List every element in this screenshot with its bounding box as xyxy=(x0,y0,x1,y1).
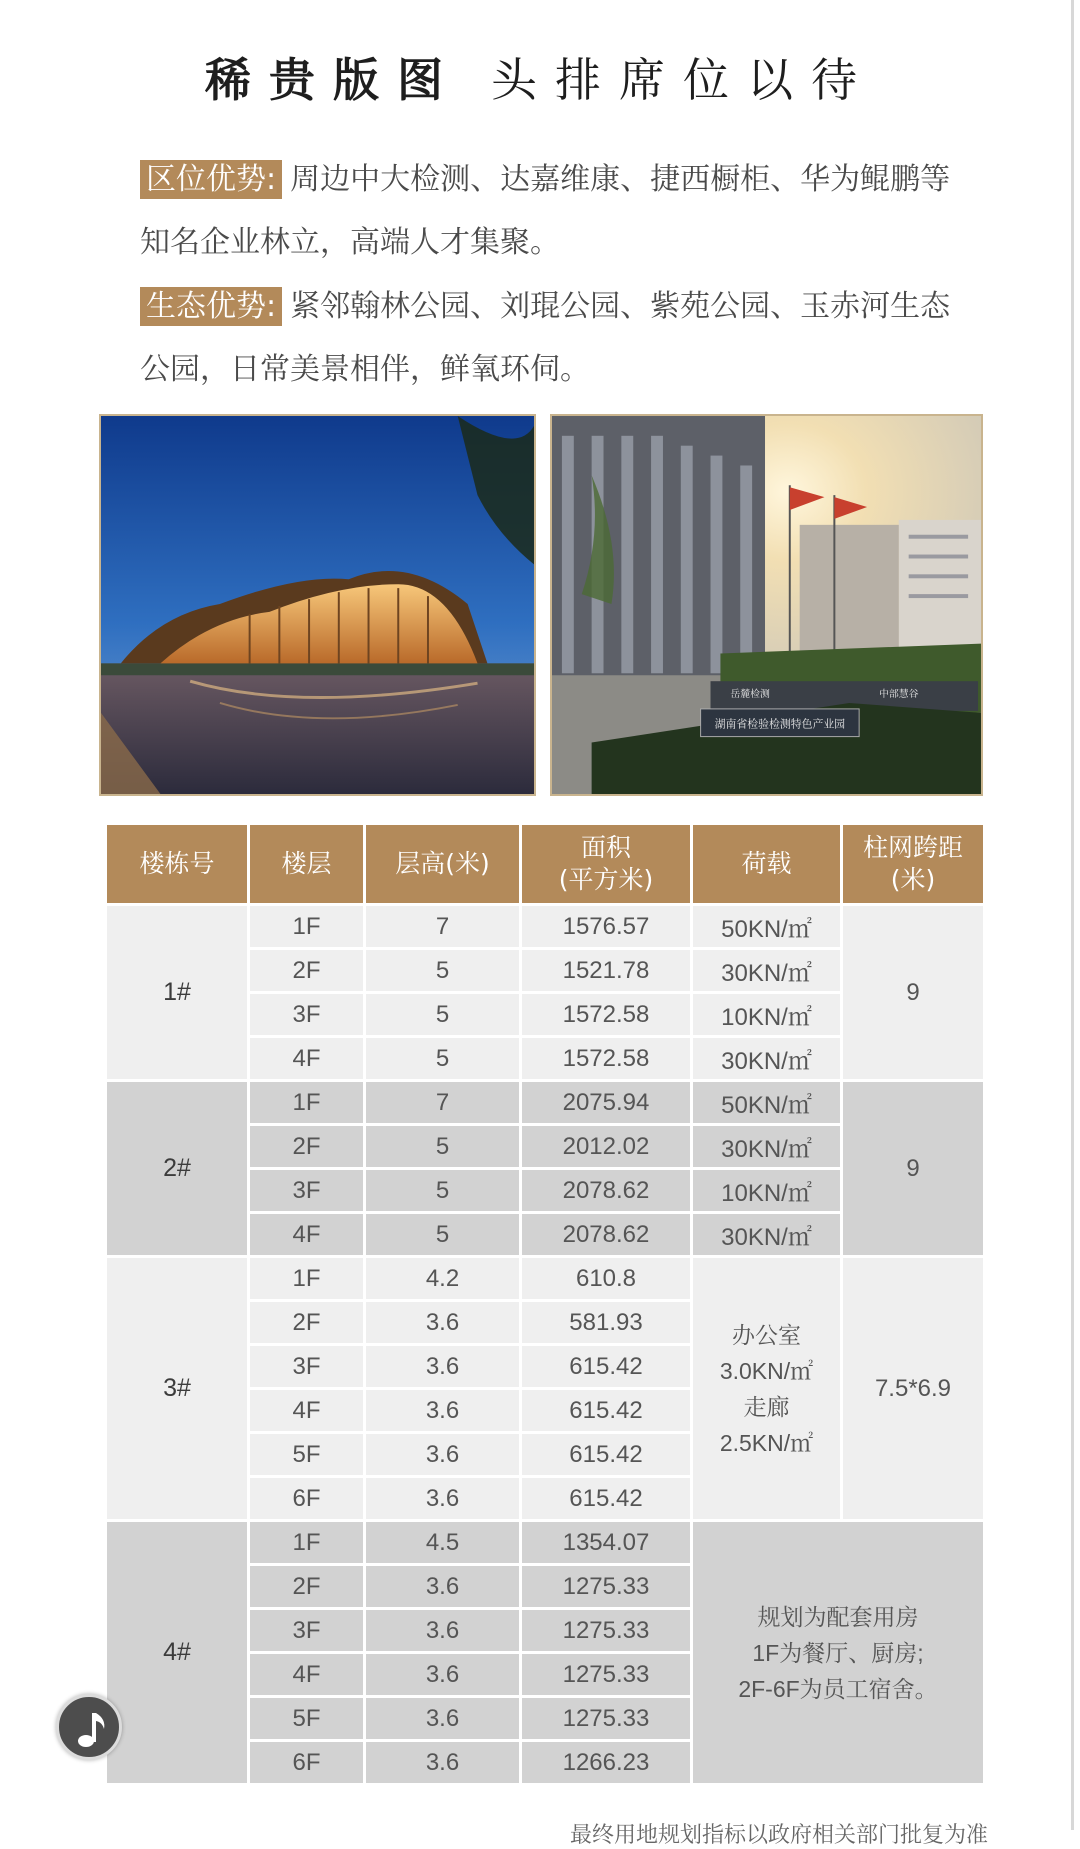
title-sub: 头排席位以待 xyxy=(491,53,875,107)
cell-height: 5 xyxy=(366,950,519,991)
cell-area: 1572.58 xyxy=(522,1038,690,1079)
location-tag: 区位优势: xyxy=(140,160,282,199)
park-sign-text: 湖南省检验检测特色产业园 xyxy=(714,717,846,731)
pavilion-night-photo xyxy=(99,414,536,796)
building-1-group xyxy=(107,906,983,1079)
music-note-icon xyxy=(59,1697,125,1763)
cell-height: 7 xyxy=(366,906,519,947)
cell-load: 30KN/㎡ xyxy=(693,950,840,991)
cell-height: 3.6 xyxy=(366,1478,519,1519)
cell-height: 5 xyxy=(366,1170,519,1211)
ecology-tag: 生态优势: xyxy=(140,287,282,326)
cell-height: 3.6 xyxy=(366,1654,519,1695)
header-floor: 楼层 xyxy=(250,825,363,903)
note-line1: 规划为配套用房 xyxy=(757,1603,919,1630)
cell-floor: 5F xyxy=(250,1698,363,1739)
note-line3: 2F-6F为员工宿舍。 xyxy=(738,1675,938,1702)
cell-floor: 6F xyxy=(250,1478,363,1519)
building-spec-table xyxy=(104,822,986,1786)
building-1-name: 1# xyxy=(107,906,247,1079)
cell-floor: 3F xyxy=(250,1170,363,1211)
header-height: 层高(米) xyxy=(366,825,519,903)
cell-area: 1275.33 xyxy=(522,1566,690,1607)
cell-area: 2078.62 xyxy=(522,1170,690,1211)
cell-floor: 3F xyxy=(250,1346,363,1387)
page-title xyxy=(0,44,1080,110)
cell-floor: 6F xyxy=(250,1742,363,1783)
page-edge-line xyxy=(1071,0,1074,1830)
cell-area: 615.42 xyxy=(522,1434,690,1475)
cell-load: 10KN/㎡ xyxy=(693,994,840,1035)
table-header-row xyxy=(107,825,983,903)
cell-load: 10KN/㎡ xyxy=(693,1170,840,1211)
building-2-name: 2# xyxy=(107,1082,247,1255)
header-area-line1: 面积 xyxy=(580,833,631,862)
cell-area: 1266.23 xyxy=(522,1742,690,1783)
cell-area: 581.93 xyxy=(522,1302,690,1343)
building-4-name: 4# xyxy=(107,1522,247,1783)
cell-floor: 4F xyxy=(250,1654,363,1695)
cell-area: 2078.62 xyxy=(522,1214,690,1255)
cell-floor: 1F xyxy=(250,1522,363,1563)
cell-load: 30KN/㎡ xyxy=(693,1214,840,1255)
load-corridor-value: 2.5KN/㎡ xyxy=(719,1429,814,1456)
cell-floor: 2F xyxy=(250,950,363,991)
cell-height: 3.6 xyxy=(366,1610,519,1651)
building-3-load xyxy=(693,1258,840,1519)
title-main: 稀贵版图 xyxy=(205,53,461,107)
table-row xyxy=(107,1258,983,1299)
cell-area: 1275.33 xyxy=(522,1654,690,1695)
cell-floor: 2F xyxy=(250,1126,363,1167)
load-corridor-label: 走廊 xyxy=(743,1393,790,1420)
cell-height: 3.6 xyxy=(366,1698,519,1739)
cell-height: 4.2 xyxy=(366,1258,519,1299)
note-line2: 1F为餐厅、厨房; xyxy=(752,1639,924,1666)
cell-area: 2075.94 xyxy=(522,1082,690,1123)
cell-area: 610.8 xyxy=(522,1258,690,1299)
cell-load: 50KN/㎡ xyxy=(693,1082,840,1123)
cell-floor: 3F xyxy=(250,994,363,1035)
cell-height: 3.6 xyxy=(366,1434,519,1475)
building-3-group xyxy=(107,1258,983,1519)
building-sign-left: 岳麓检测 xyxy=(730,689,770,701)
cell-area: 2012.02 xyxy=(522,1126,690,1167)
cell-area: 615.42 xyxy=(522,1390,690,1431)
building-4-group xyxy=(107,1522,983,1783)
header-building: 楼栋号 xyxy=(107,825,247,903)
cell-floor: 4F xyxy=(250,1038,363,1079)
cell-area: 1572.58 xyxy=(522,994,690,1035)
cell-load: 50KN/㎡ xyxy=(693,906,840,947)
header-area-line2: (平方米) xyxy=(558,865,654,894)
table-row xyxy=(107,906,983,947)
cell-floor: 4F xyxy=(250,1214,363,1255)
header-load: 荷载 xyxy=(693,825,840,903)
building-2-group xyxy=(107,1082,983,1255)
cell-floor: 1F xyxy=(250,906,363,947)
building-1-grid: 9 xyxy=(843,906,983,1079)
cell-height: 4.5 xyxy=(366,1522,519,1563)
cell-floor: 1F xyxy=(250,1258,363,1299)
cell-height: 5 xyxy=(366,994,519,1035)
header-grid-line2: (米) xyxy=(890,865,936,894)
cell-area: 1275.33 xyxy=(522,1698,690,1739)
cell-area: 1354.07 xyxy=(522,1522,690,1563)
cell-height: 7 xyxy=(366,1082,519,1123)
cell-floor: 5F xyxy=(250,1434,363,1475)
location-advantage xyxy=(140,148,960,274)
header-grid xyxy=(843,825,983,903)
load-office-value: 3.0KN/㎡ xyxy=(719,1357,814,1384)
industrial-park-photo xyxy=(550,414,983,796)
cell-height: 3.6 xyxy=(366,1566,519,1607)
building-2-grid: 9 xyxy=(843,1082,983,1255)
cell-height: 3.6 xyxy=(366,1390,519,1431)
cell-height: 5 xyxy=(366,1214,519,1255)
cell-load: 30KN/㎡ xyxy=(693,1038,840,1079)
cell-height: 3.6 xyxy=(366,1302,519,1343)
cell-area: 615.42 xyxy=(522,1346,690,1387)
cell-height: 3.6 xyxy=(366,1742,519,1783)
building-3-grid: 7.5*6.9 xyxy=(843,1258,983,1519)
building-sign-right: 中部慧谷 xyxy=(878,689,919,701)
music-toggle-button[interactable] xyxy=(56,1694,122,1760)
cell-area: 1576.57 xyxy=(522,906,690,947)
table-row xyxy=(107,1522,983,1563)
cell-floor: 2F xyxy=(250,1566,363,1607)
cell-height: 5 xyxy=(366,1126,519,1167)
cell-height: 5 xyxy=(366,1038,519,1079)
cell-floor: 4F xyxy=(250,1390,363,1431)
cell-area: 1275.33 xyxy=(522,1610,690,1651)
cell-height: 3.6 xyxy=(366,1346,519,1387)
cell-load: 30KN/㎡ xyxy=(693,1126,840,1167)
header-area xyxy=(522,825,690,903)
cell-floor: 3F xyxy=(250,1610,363,1651)
cell-area: 1521.78 xyxy=(522,950,690,991)
building-3-name: 3# xyxy=(107,1258,247,1519)
cell-floor: 1F xyxy=(250,1082,363,1123)
location-text: 周边中大检测、达嘉维康、捷西橱柜、华为鲲鹏等知名企业林立，高端人才集聚。 xyxy=(140,162,951,260)
building-4-note xyxy=(693,1522,983,1783)
cell-area: 615.42 xyxy=(522,1478,690,1519)
ecology-text: 紧邻翰林公园、刘琨公园、紫苑公园、玉赤河生态公园，日常美景相伴，鲜氧环伺。 xyxy=(140,289,951,387)
table-row xyxy=(107,1082,983,1123)
header-grid-line1: 柱网跨距 xyxy=(862,833,963,862)
load-office-label: 办公室 xyxy=(732,1321,801,1348)
ecology-advantage xyxy=(140,275,960,401)
cell-floor: 2F xyxy=(250,1302,363,1343)
footnote: 最终用地规划指标以政府相关部门批复为准 xyxy=(570,1823,989,1848)
